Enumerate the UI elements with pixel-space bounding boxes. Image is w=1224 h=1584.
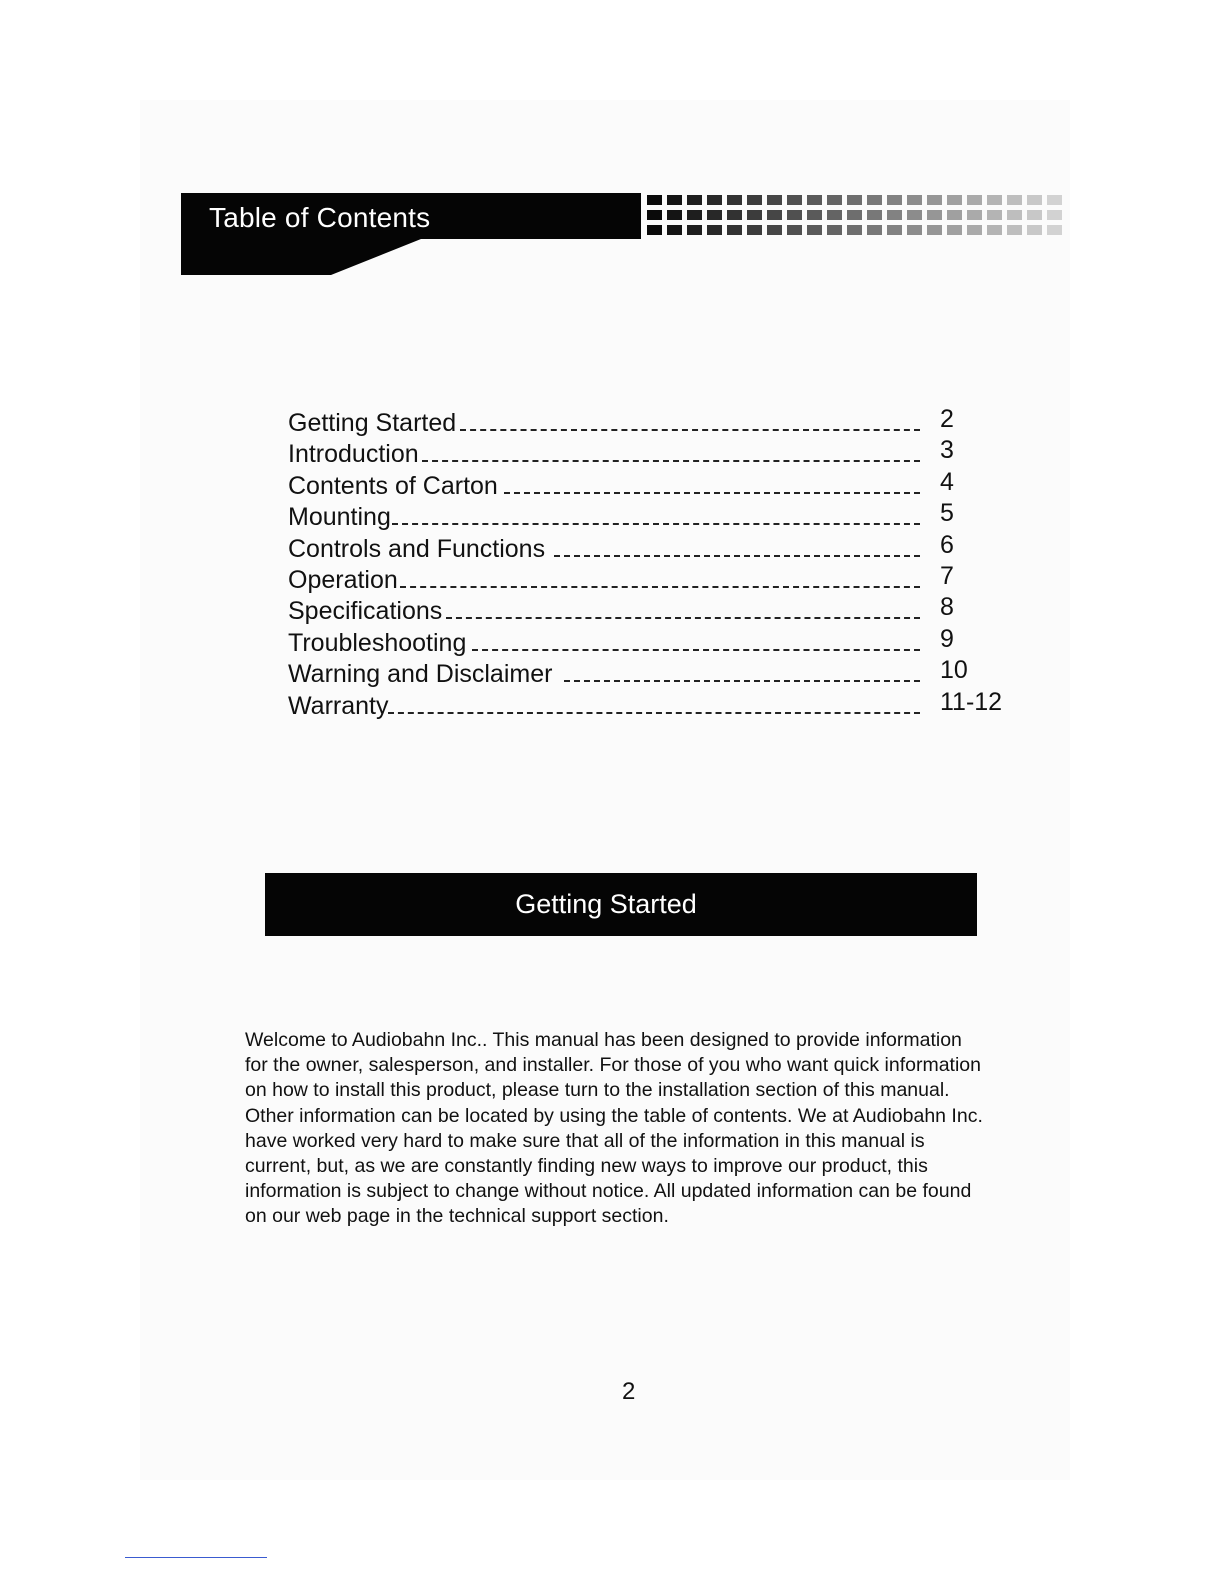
dot-band-square [787, 225, 802, 235]
dot-band-square [647, 210, 662, 220]
toc-entry-leader [564, 680, 920, 682]
toc-entry-page: 11-12 [940, 687, 1003, 716]
dot-band-square [847, 195, 862, 205]
dot-band-square [987, 210, 1002, 220]
paragraph-line: have worked very hard to make sure that all of the information in this manual is [245, 1129, 925, 1152]
dot-band-square [707, 195, 722, 205]
dot-band-square [787, 210, 802, 220]
dot-band-square [927, 210, 942, 220]
dot-band-square [967, 210, 982, 220]
toc-entry [288, 687, 1028, 722]
dot-band-square [887, 195, 902, 205]
toc-header [181, 193, 641, 275]
dot-band-square [947, 195, 962, 205]
dot-band-square [1027, 225, 1042, 235]
dot-band-square [767, 195, 782, 205]
paragraph-line: on our web page in the technical support section. [245, 1205, 669, 1228]
toc-entry-leader [446, 617, 920, 619]
toc-entry-leader [388, 712, 920, 714]
paragraph-line: for the owner, salesperson, and installer. For those of you who want quick information [245, 1054, 981, 1077]
dot-band-square [747, 210, 762, 220]
toc-entry [288, 499, 1028, 533]
dot-band-square [887, 225, 902, 235]
toc-entry-page: 7 [940, 561, 954, 590]
dot-band-square [1027, 210, 1042, 220]
paragraph-line: Other information can be located by using the table of contents. We at Audiobahn Inc. [245, 1104, 983, 1127]
dot-band-square [1007, 195, 1022, 205]
paragraph-line: on how to install this product, please turn to the installation section of this manual. [245, 1079, 950, 1102]
toc-entry [288, 656, 1028, 690]
dot-band-square [987, 225, 1002, 235]
paragraph-line: Welcome to Audiobahn Inc.. This manual has been designed to provide information [245, 1029, 962, 1051]
dot-band-square [907, 225, 922, 235]
toc-entry-label: Introduction [288, 440, 419, 469]
decorative-dot-band [643, 193, 1073, 239]
toc-entry-label: Warranty [288, 691, 389, 720]
paragraph-line: information is subject to change without notice. All updated information can be found [245, 1180, 972, 1203]
toc-entry-page: 2 [940, 405, 954, 433]
dot-band-square [947, 225, 962, 235]
toc-entry-page: 9 [940, 624, 954, 653]
toc-entry-label: Troubleshooting [288, 628, 467, 657]
dot-band-square [727, 225, 742, 235]
dot-band-square [667, 225, 682, 235]
toc-entry-label: Controls and Functions [288, 534, 546, 563]
toc-entry-label: Operation [288, 565, 398, 594]
toc-entry-leader [400, 586, 920, 588]
toc-entry-page: 5 [940, 499, 954, 528]
dot-band-square [1047, 210, 1062, 220]
page-number: 2 [622, 1378, 636, 1405]
dot-band-square [867, 225, 882, 235]
dot-band-square [647, 225, 662, 235]
dot-band-square [687, 195, 702, 205]
toc-entry-label: Warning and Disclaimer [288, 660, 553, 689]
toc-entry-page: 8 [940, 593, 954, 622]
dot-band-square [867, 195, 882, 205]
dot-band-square [867, 210, 882, 220]
toc-entry-label: Mounting [288, 503, 391, 532]
dot-band-square [707, 210, 722, 220]
toc-entry [288, 593, 1028, 627]
toc-entry [288, 624, 1028, 659]
dot-band-square [1047, 195, 1062, 205]
dot-band-square [847, 225, 862, 235]
dot-band-square [907, 210, 922, 220]
paragraph-line: current, but, as we are constantly finding new ways to improve our product, this [245, 1155, 928, 1178]
toc-entry-leader [472, 649, 920, 651]
dot-band-square [767, 210, 782, 220]
toc-entry-label: Contents of Carton [288, 471, 498, 500]
dot-band-square [767, 225, 782, 235]
dot-band-square [687, 210, 702, 220]
dot-band-square [1007, 225, 1022, 235]
dot-band-square [827, 195, 842, 205]
dot-band-square [687, 225, 702, 235]
toc-entry-leader [422, 460, 920, 462]
toc-entry [288, 530, 1028, 565]
dot-band-square [667, 210, 682, 220]
toc-entry-page: 6 [940, 530, 954, 559]
toc-entry-label: Getting Started [288, 409, 457, 437]
dot-band-square [827, 225, 842, 235]
toc-list [288, 405, 1028, 722]
dot-band-square [727, 210, 742, 220]
getting-started-paragraph [245, 1028, 1045, 1230]
dot-band-square [847, 210, 862, 220]
getting-started-title: Getting Started [515, 889, 697, 919]
dot-band-square [747, 195, 762, 205]
dot-band-square [807, 225, 822, 235]
dot-band-square [907, 195, 922, 205]
dot-band-square [827, 210, 842, 220]
toc-entry-leader [504, 492, 920, 494]
toc-entry-page: 3 [940, 436, 954, 465]
dot-band-square [1047, 225, 1062, 235]
toc-entry [288, 436, 1028, 470]
toc-entry-page: 10 [940, 656, 968, 685]
dot-band-square [707, 225, 722, 235]
dot-band-square [987, 195, 1002, 205]
dot-band-square [967, 195, 982, 205]
dot-band-square [927, 225, 942, 235]
dot-band-square [747, 225, 762, 235]
getting-started-banner [265, 873, 977, 936]
toc-entry-page: 4 [940, 467, 954, 496]
dot-band-square [927, 195, 942, 205]
toc-title: Table of Contents [209, 202, 431, 233]
toc-entry-leader [392, 523, 920, 525]
dot-band-square [887, 210, 902, 220]
dot-band-square [1007, 210, 1022, 220]
dot-band-square [667, 195, 682, 205]
dot-band-square [967, 225, 982, 235]
toc-entry-leader [460, 429, 920, 431]
toc-entry [288, 467, 1028, 502]
footer-rule [125, 1557, 267, 1558]
toc-entry [288, 561, 1028, 596]
dot-band-square [647, 195, 662, 205]
dot-band-square [1027, 195, 1042, 205]
toc-entry [288, 405, 1028, 439]
page-background [140, 100, 1070, 1480]
dot-band-square [727, 195, 742, 205]
dot-band-square [947, 210, 962, 220]
dot-band-square [807, 195, 822, 205]
toc-entry-label: Specifications [288, 597, 443, 626]
dot-band-square [807, 210, 822, 220]
dot-band-square [787, 195, 802, 205]
toc-entry-leader [554, 555, 920, 557]
